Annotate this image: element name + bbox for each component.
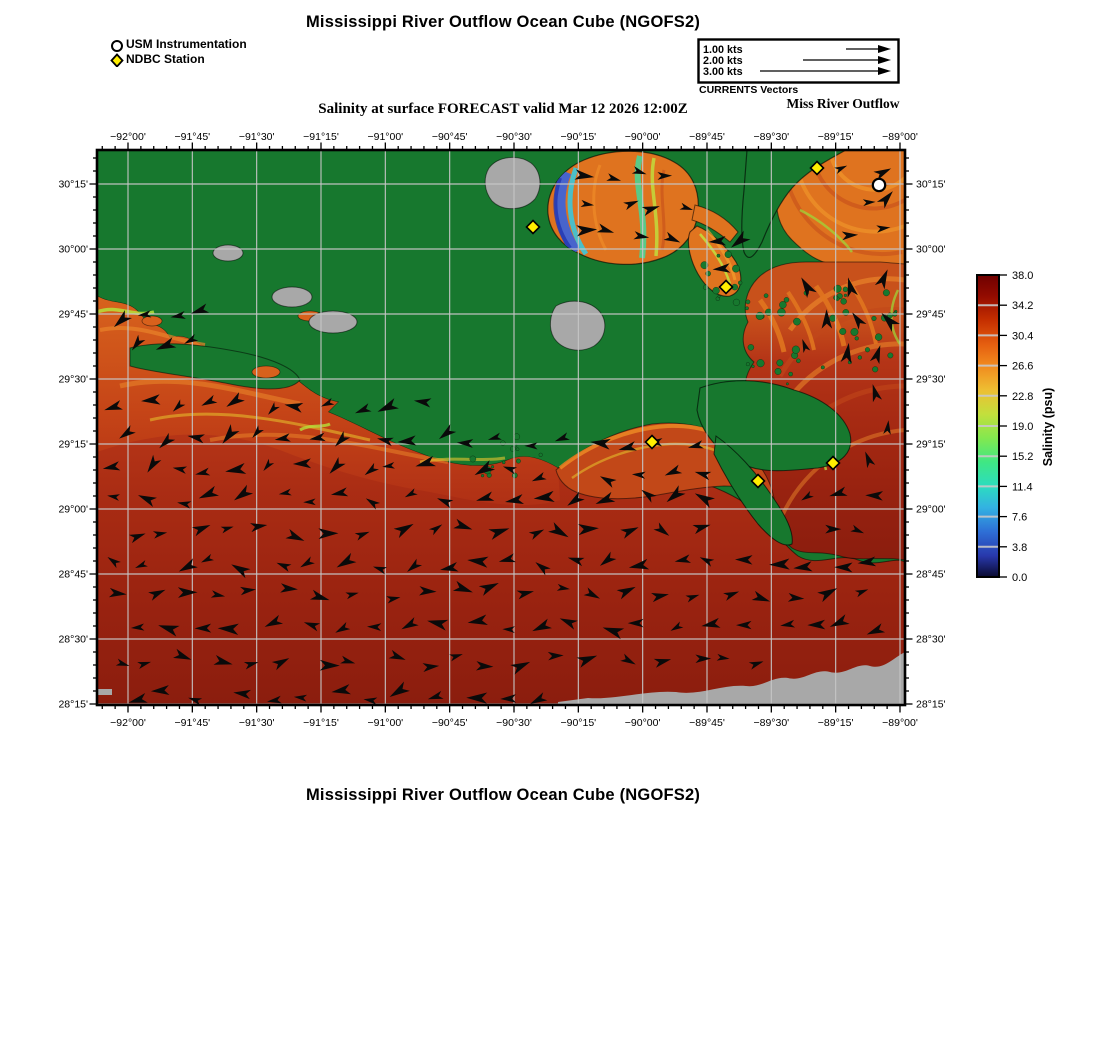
axis-tick-label: 29°45' bbox=[916, 308, 946, 321]
axis-tick-label: −90°00' bbox=[624, 131, 661, 143]
axis-tick-label: −89°45' bbox=[689, 131, 725, 143]
ndbc-legend-label: NDBC Station bbox=[126, 52, 205, 66]
axis-tick-label: −91°45' bbox=[174, 131, 211, 143]
gray-mid bbox=[550, 301, 604, 350]
colorbar-tick-label: 11.4 bbox=[1012, 481, 1033, 494]
axis-tick-label: −91°15' bbox=[303, 131, 339, 143]
axis-tick-label: 30°00' bbox=[58, 243, 88, 256]
axis-tick-label: 28°30' bbox=[58, 633, 88, 646]
axis-tick-label: 29°30' bbox=[916, 373, 946, 386]
map-raster bbox=[97, 150, 905, 708]
colorbar-tick-label: 38.0 bbox=[1012, 270, 1034, 282]
axis-tick-label: 28°45' bbox=[58, 568, 88, 581]
colorbar-tick-label: 34.2 bbox=[1012, 300, 1034, 313]
figure-title: Mississippi River Outflow Ocean Cube (NGOFS2) bbox=[305, 13, 701, 31]
colorbar-tick-label: 15.2 bbox=[1012, 451, 1034, 464]
axis-tick-label: 29°15' bbox=[58, 438, 88, 451]
axis-tick-label: −89°00' bbox=[882, 717, 918, 729]
axis-tick-label: −90°45' bbox=[431, 717, 468, 729]
axis-tick-label: −90°15' bbox=[560, 131, 597, 143]
axis-tick-label: 29°30' bbox=[58, 373, 88, 386]
colorbar-tick-label: 26.6 bbox=[1012, 360, 1034, 373]
gray-northshore bbox=[485, 157, 540, 208]
colorbar-tick-label: 30.4 bbox=[1012, 330, 1034, 343]
axis-tick-label: 28°15' bbox=[58, 698, 88, 711]
currents-row-label: 1.00 kts bbox=[703, 43, 743, 56]
axis-tick-label: 30°15' bbox=[58, 178, 88, 191]
axis-tick-label: −89°15' bbox=[817, 717, 854, 729]
axis-tick-label: −91°00' bbox=[367, 717, 404, 729]
colorbar-tick-label: 0.0 bbox=[1012, 572, 1028, 584]
usm-circle-icon bbox=[110, 38, 126, 52]
currents-scale-box bbox=[697, 38, 900, 84]
axis-tick-label: −89°15' bbox=[817, 131, 854, 143]
station-legend bbox=[110, 37, 247, 67]
axis-tick-label: −90°15' bbox=[560, 717, 597, 729]
usm-station-marker bbox=[873, 179, 885, 191]
axis-tick-label: −92°00' bbox=[110, 717, 146, 729]
axis-tick-label: −91°00' bbox=[367, 131, 404, 143]
colorbar-title: Salinity (psu) bbox=[1041, 387, 1055, 467]
axis-tick-label: −90°30' bbox=[496, 131, 532, 143]
axis-tick-label: −91°15' bbox=[303, 717, 339, 729]
plot-subtitle: Salinity at surface FORECAST valid Mar 12 2026 12:00Z bbox=[318, 101, 688, 117]
axis-tick-label: 29°00' bbox=[58, 503, 88, 516]
axis-tick-label: 30°15' bbox=[916, 178, 946, 191]
axis-tick-label: 29°45' bbox=[58, 308, 88, 321]
axis-tick-label: −91°45' bbox=[174, 717, 211, 729]
colorbar-tick-label: 22.8 bbox=[1012, 390, 1034, 403]
colorbar-tick-label: 19.0 bbox=[1012, 421, 1034, 433]
colorbar-tick-label: 3.8 bbox=[1012, 541, 1028, 554]
axis-tick-label: 30°00' bbox=[916, 243, 946, 256]
colorbar-tick-label: 7.6 bbox=[1012, 511, 1028, 524]
axis-tick-label: −89°45' bbox=[689, 717, 725, 729]
axis-tick-label: −91°30' bbox=[238, 131, 275, 143]
axis-tick-label: 28°30' bbox=[916, 633, 946, 646]
axis-tick-label: −92°00' bbox=[110, 131, 146, 143]
legend-row-ndbc bbox=[110, 52, 247, 67]
ndbc-diamond-icon bbox=[110, 53, 126, 67]
region-label: Miss River Outflow bbox=[786, 96, 900, 111]
colorbar bbox=[977, 270, 1055, 584]
axis-tick-label: −89°30' bbox=[753, 717, 790, 729]
axis-tick-label: −91°30' bbox=[238, 717, 275, 729]
axis-tick-label: 28°45' bbox=[916, 568, 946, 581]
axis-tick-label: 29°15' bbox=[916, 438, 946, 451]
axis-tick-label: −90°30' bbox=[496, 717, 532, 729]
currents-caption: CURRENTS Vectors bbox=[699, 84, 799, 96]
axis-tick-label: 28°15' bbox=[916, 698, 946, 711]
currents-row-label: 2.00 kts bbox=[703, 54, 743, 67]
axis-tick-label: −89°30' bbox=[753, 131, 790, 143]
axis-tick-label: 29°00' bbox=[916, 503, 946, 516]
figure-title-bottom: Mississippi River Outflow Ocean Cube (NGOFS2) bbox=[305, 786, 701, 804]
axis-tick-label: −90°45' bbox=[431, 131, 468, 143]
axis-tick-label: −90°00' bbox=[624, 717, 661, 729]
usm-legend-label: USM Instrumentation bbox=[126, 37, 247, 51]
axis-tick-label: −89°00' bbox=[882, 131, 918, 143]
legend-row-usm bbox=[110, 37, 247, 52]
currents-row-label: 3.00 kts bbox=[703, 65, 743, 78]
